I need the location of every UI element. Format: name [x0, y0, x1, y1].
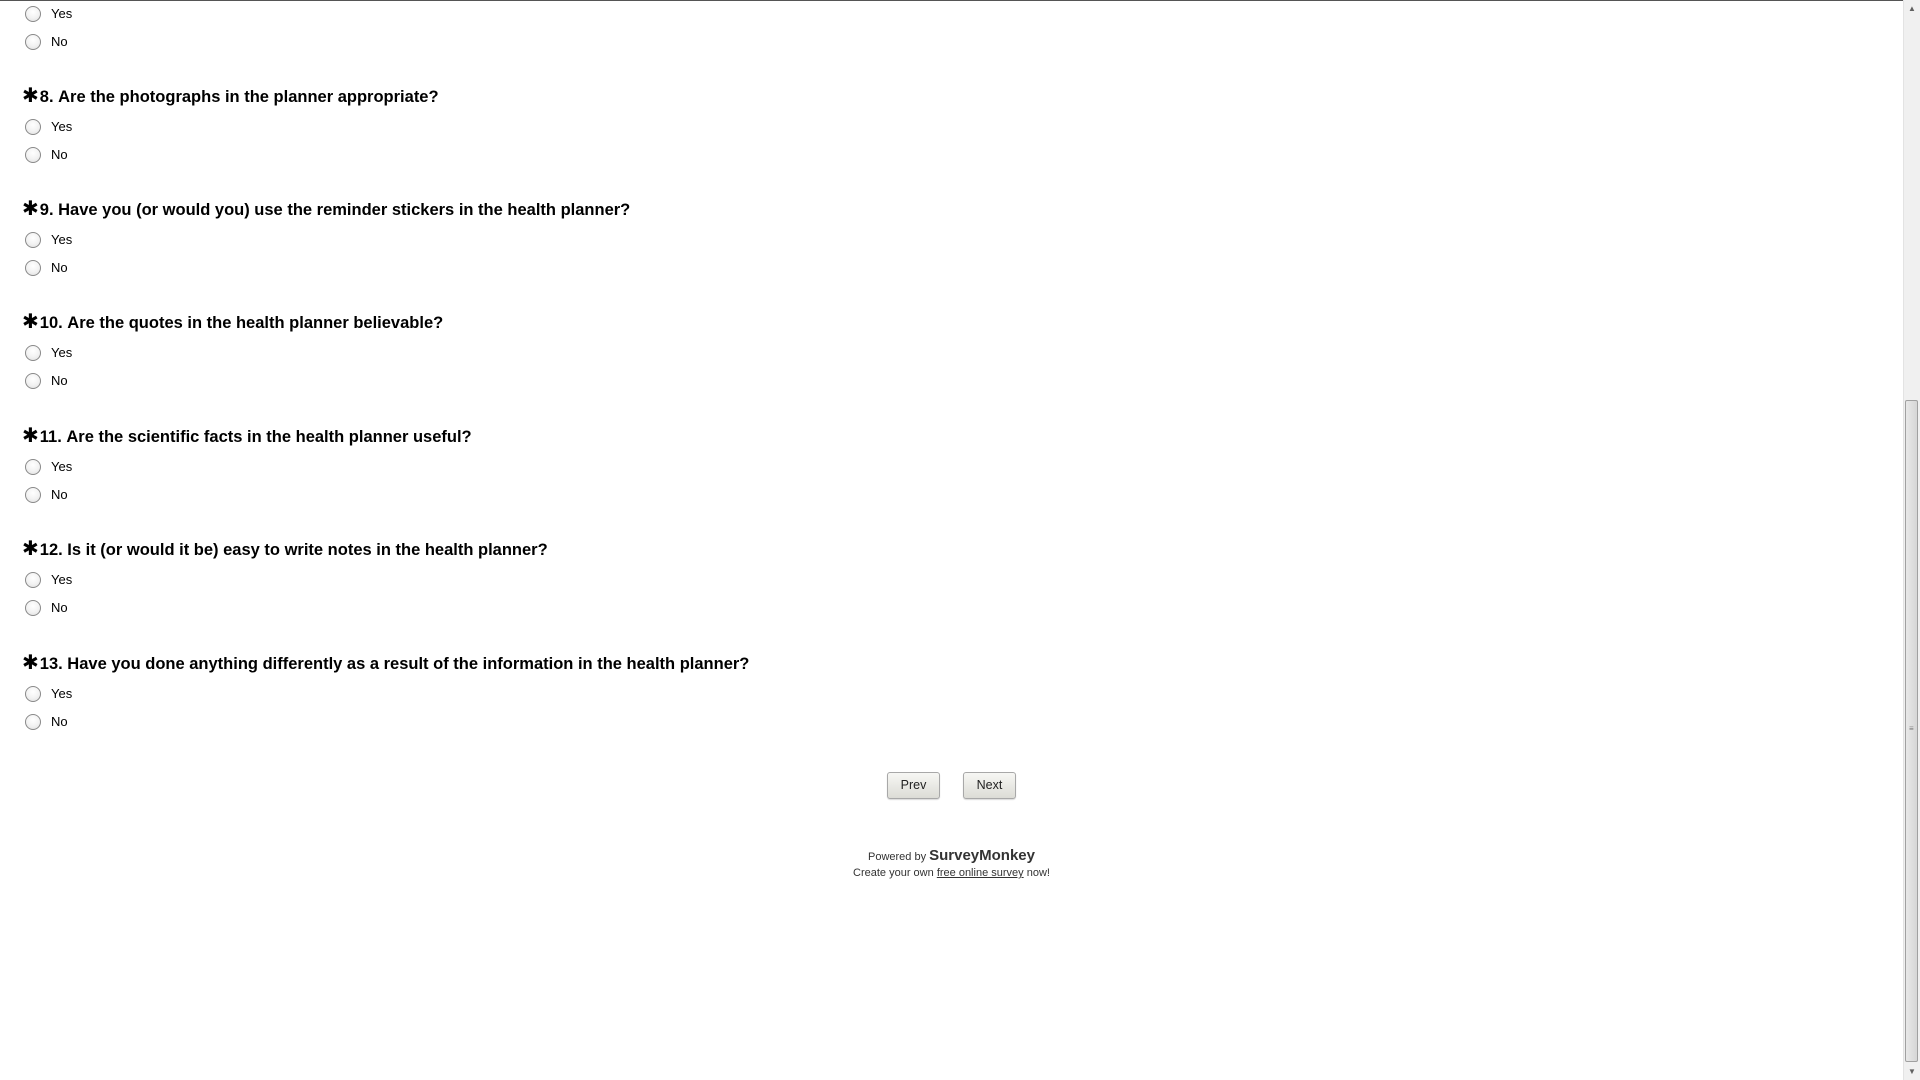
question-text: Are the photographs in the planner appropriate?	[58, 88, 439, 106]
scroll-down-arrow-icon[interactable]: ▼	[1908, 1067, 1916, 1076]
question-title	[22, 313, 443, 333]
radio-button[interactable]	[25, 600, 41, 616]
question-7-option-yes[interactable]	[25, 3, 72, 25]
radio-button[interactable]	[25, 459, 41, 475]
radio-button[interactable]	[25, 487, 41, 503]
question-title	[22, 540, 548, 560]
option-label: No	[51, 487, 68, 502]
required-asterisk-icon: ✱	[22, 538, 39, 560]
question-number: 10.	[39, 314, 63, 332]
question-number: 8.	[39, 88, 54, 106]
question-title	[22, 200, 630, 220]
question-title	[22, 427, 472, 447]
radio-button[interactable]	[25, 345, 41, 361]
question-number: 13.	[39, 655, 63, 673]
radio-button[interactable]	[25, 232, 41, 248]
option-label: Yes	[51, 459, 73, 474]
create-survey-line	[0, 866, 1903, 880]
radio-button[interactable]	[25, 119, 41, 135]
question-text: Have you (or would you) use the reminder stickers in the health planner?	[58, 201, 631, 219]
question-number: 9.	[39, 201, 54, 219]
option-label: No	[51, 34, 68, 49]
next-button[interactable]: Next	[963, 772, 1016, 799]
grip-icon: ≡	[1909, 724, 1914, 733]
question-text: Are the scientific facts in the health planner useful?	[66, 428, 472, 446]
required-asterisk-icon: ✱	[22, 85, 39, 107]
option-label: No	[51, 714, 68, 729]
radio-button[interactable]	[25, 714, 41, 730]
question-title	[22, 87, 439, 107]
survey-navigation	[0, 772, 1903, 802]
option-label: Yes	[51, 6, 73, 21]
option-label: No	[51, 260, 68, 275]
create-prefix-text: Create your own	[853, 867, 934, 879]
question-13-option-no[interactable]	[25, 711, 68, 733]
surveymonkey-logo[interactable]: SurveyMonkey	[929, 847, 1035, 864]
option-label: Yes	[51, 686, 73, 701]
powered-by-footer	[0, 847, 1903, 880]
question-text: Is it (or would it be) easy to write notes in the health planner?	[67, 541, 548, 559]
question-text: Are the quotes in the health planner believable?	[67, 314, 444, 332]
question-number: 11.	[39, 428, 62, 446]
question-12-option-yes[interactable]	[25, 569, 72, 591]
question-title	[22, 654, 749, 674]
question-8-option-yes[interactable]	[25, 116, 72, 138]
radio-button[interactable]	[25, 34, 41, 50]
required-asterisk-icon: ✱	[22, 425, 39, 447]
required-asterisk-icon: ✱	[22, 652, 39, 674]
option-label: Yes	[51, 345, 73, 360]
question-13-option-yes[interactable]	[25, 683, 72, 705]
question-8-option-no[interactable]	[25, 144, 68, 166]
option-label: Yes	[51, 232, 73, 247]
radio-button[interactable]	[25, 260, 41, 276]
free-online-survey-link[interactable]: free online survey	[936, 867, 1024, 879]
question-7-option-no[interactable]	[25, 31, 68, 53]
question-12-option-no[interactable]	[25, 597, 68, 619]
scroll-thumb[interactable]	[1905, 400, 1918, 1062]
powered-by-text: Powered by	[868, 851, 927, 863]
question-9-option-yes[interactable]	[25, 229, 72, 251]
option-label: No	[51, 373, 68, 388]
radio-button[interactable]	[25, 572, 41, 588]
radio-button[interactable]	[25, 686, 41, 702]
question-11-option-yes[interactable]	[25, 456, 72, 478]
option-label: No	[51, 600, 68, 615]
scroll-up-arrow-icon[interactable]: ▲	[1908, 4, 1916, 13]
question-10-option-no[interactable]	[25, 370, 68, 392]
prev-button[interactable]: Prev	[887, 772, 940, 799]
option-label: Yes	[51, 572, 73, 587]
radio-button[interactable]	[25, 373, 41, 389]
question-9-option-no[interactable]	[25, 257, 68, 279]
vertical-scrollbar[interactable]	[1903, 0, 1920, 1080]
question-text: Have you done anything differently as a result of the information in the health planner?	[67, 655, 750, 673]
question-10-option-yes[interactable]	[25, 342, 72, 364]
required-asterisk-icon: ✱	[22, 311, 39, 333]
question-11-option-no[interactable]	[25, 484, 68, 506]
radio-button[interactable]	[25, 6, 41, 22]
option-label: Yes	[51, 119, 73, 134]
create-suffix-text: now!	[1026, 867, 1050, 879]
powered-by-line	[0, 847, 1903, 866]
question-number: 12.	[39, 541, 63, 559]
radio-button[interactable]	[25, 147, 41, 163]
option-label: No	[51, 147, 68, 162]
required-asterisk-icon: ✱	[22, 198, 39, 220]
